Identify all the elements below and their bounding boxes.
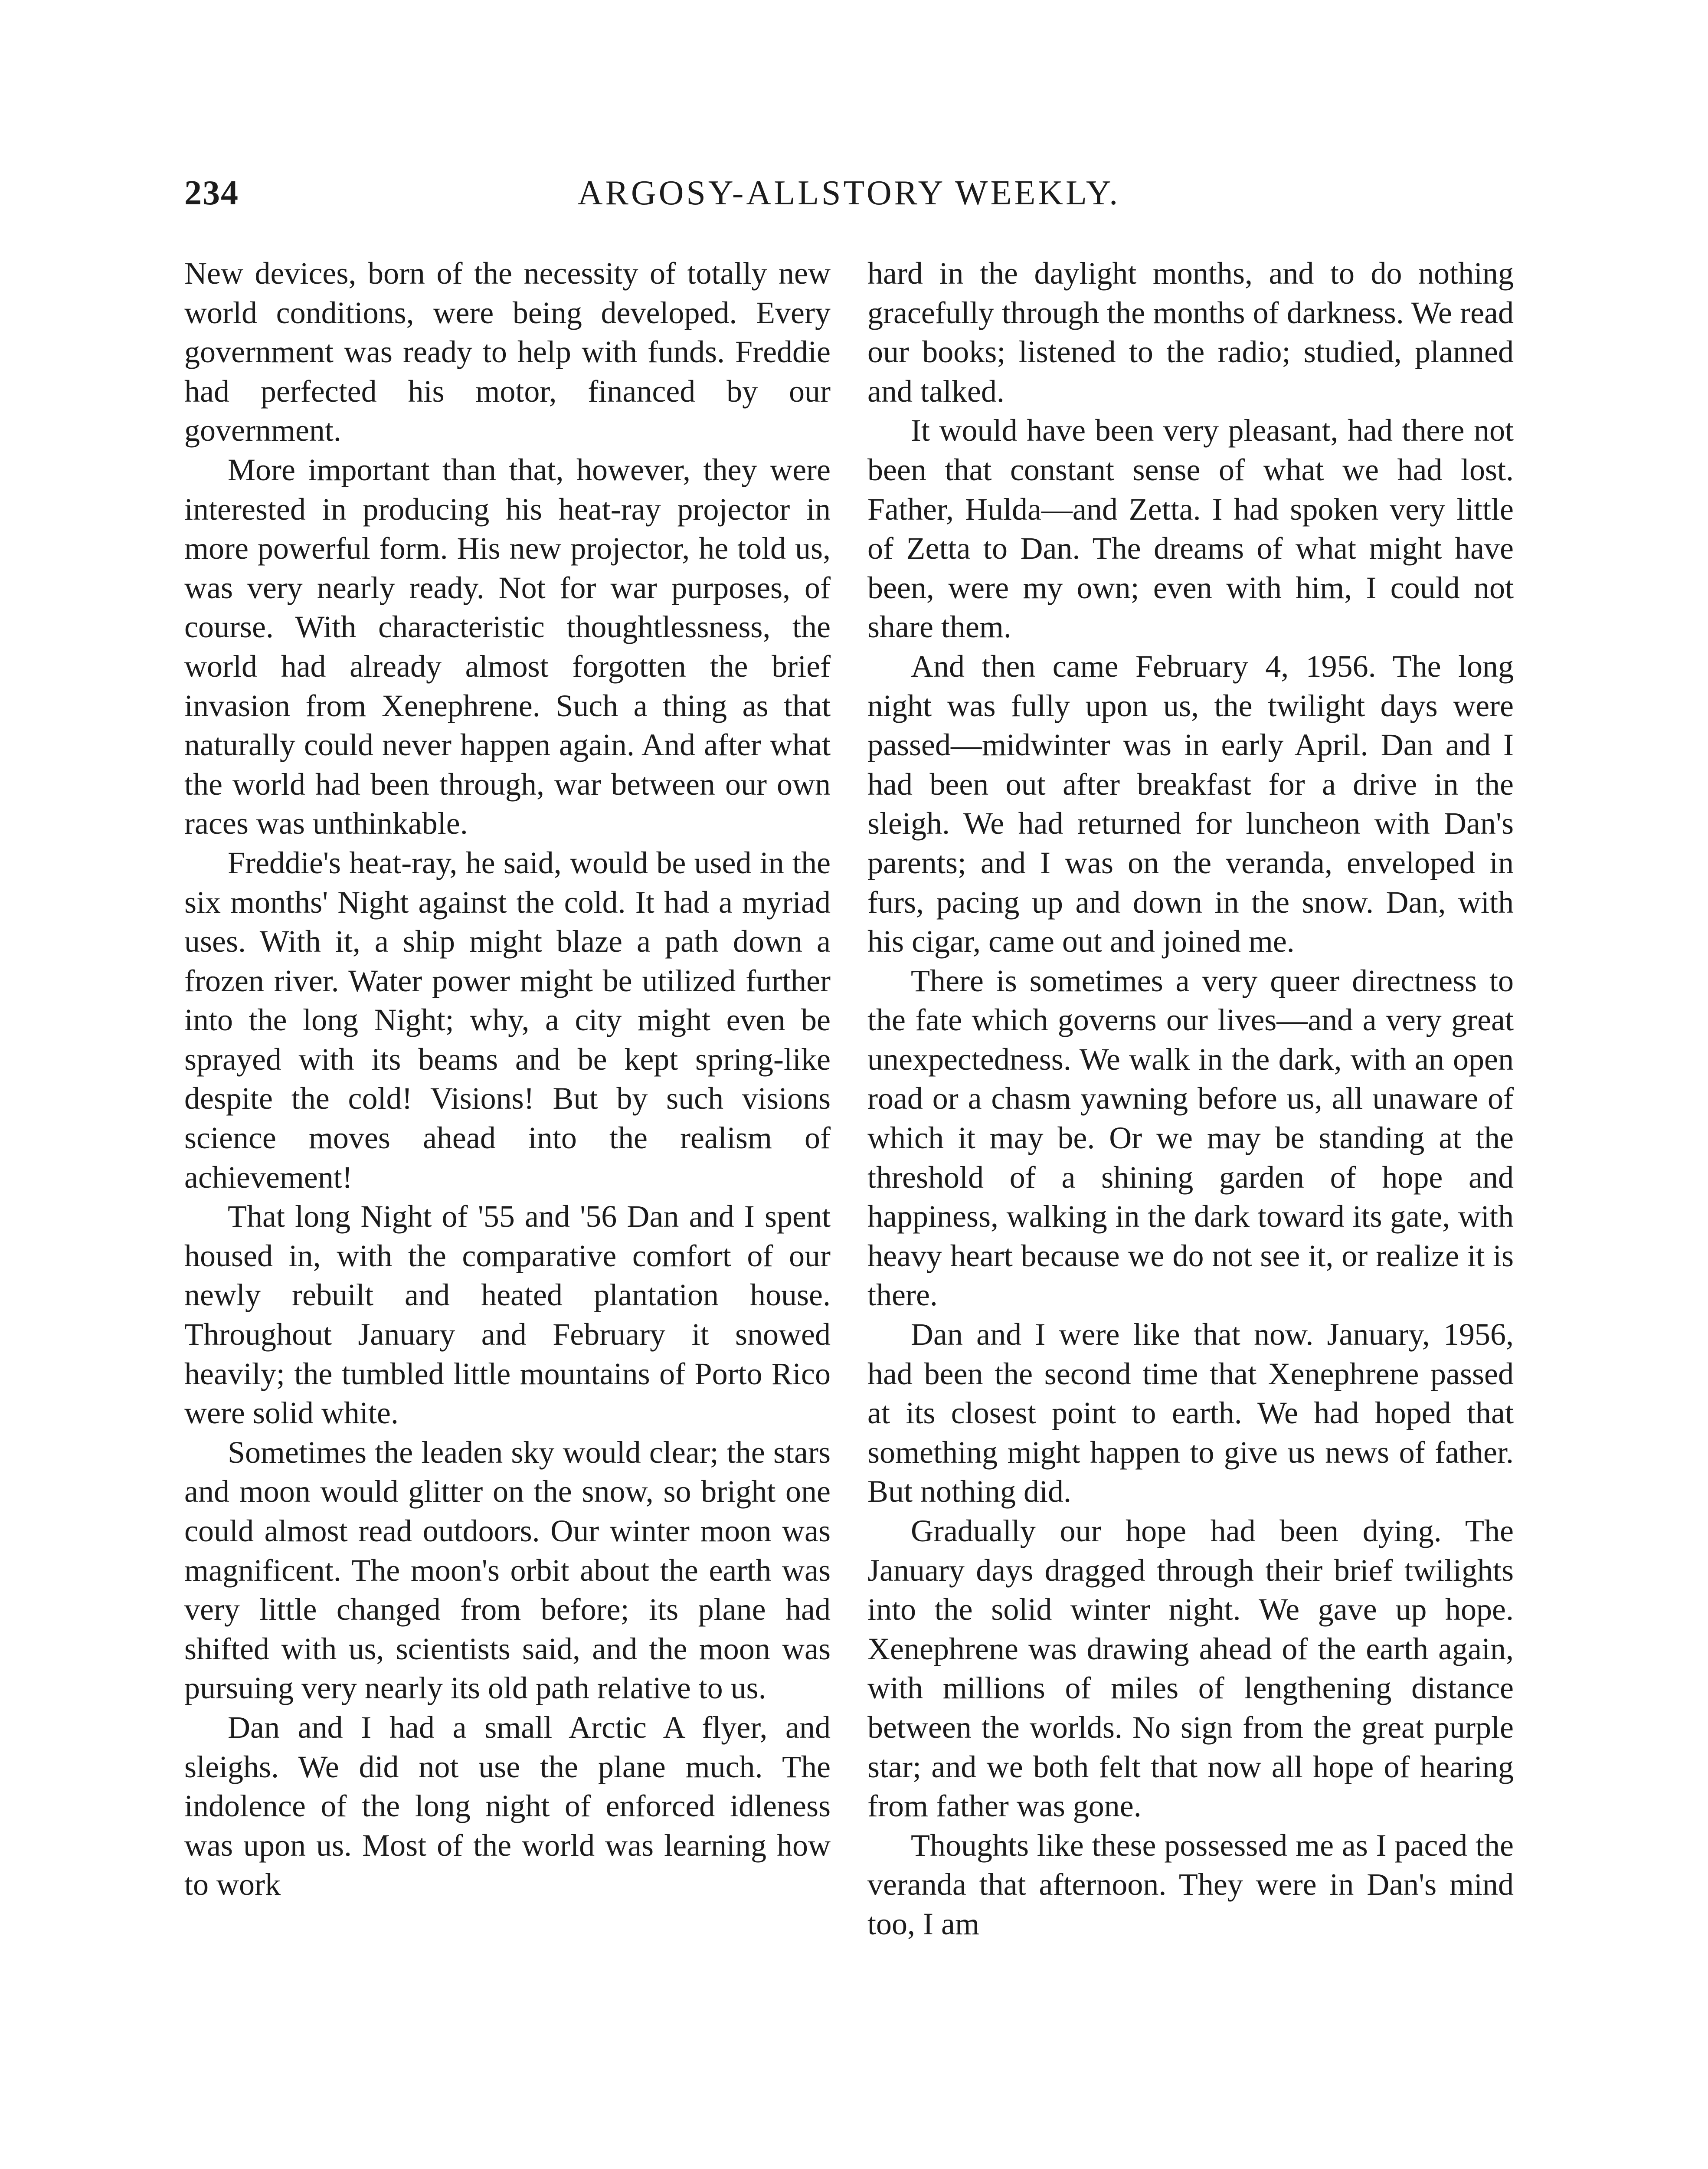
right-column <box>867 254 1514 1944</box>
paragraph: It would have been very pleasant, had there not been that constant sense of what we had lost. Father, Hulda—and Zetta. I had spoken very little of Zetta to Dan. The dreams of what might have been, were my own; even with him, I could not share them. <box>867 413 1514 645</box>
left-column <box>184 254 831 1904</box>
paragraph: Dan and I were like that now. January, 1956, had been the second time that Xenephrene passed at its closest point to earth. We had hoped that something might happen to give us news of father. But nothing did. <box>867 1317 1514 1509</box>
paragraph: There is sometimes a very queer directness to the fate which governs our lives—and a very great unexpectedness. We walk in the dark, with an open road or a chasm yawning before us, all unaware of which it may be. Or we may be standing at the threshold of a shining garden of hope and happiness, walking in the dark toward its gate, with heavy heart because we do not see it, or realize it is there. <box>867 963 1514 1313</box>
paragraph: Thoughts like these possessed me as I paced the veranda that afternoon. They were in Dan's mind too, I am <box>867 1828 1514 1941</box>
paragraph: More important than that, however, they were interested in producing his heat-ray projector in more powerful form. His new projector, he told us, was very nearly ready. Not for war purposes, of course. With characteristic thoughtlessness, the world had already almost forgotten the brief invasion from Xenephrene. Such a thing as that naturally could never happen again. And after what the world had been through, war between our own races was unthinkable. <box>184 452 831 841</box>
running-head: ARGOSY-ALLSTORY WEEKLY. <box>577 174 1121 212</box>
paragraph: Gradually our hope had been dying. The January days dragged through their brief twilights into the solid winter night. We gave up hope. Xenephrene was drawing ahead of the earth again, with millions of miles of lengthening distance between the worlds. No sign from the great purple star; and we both felt that now all hope of hearing from father was gone. <box>867 1514 1514 1824</box>
paragraph: hard in the daylight months, and to do nothing gracefully through the months of darkness. We read our books; listened to the radio; studied, planned and talked. <box>867 256 1514 409</box>
paragraph: New devices, born of the necessity of totally new world conditions, were being developed. Every government was ready to help with funds. Freddie had perfected his motor, financed by our government. <box>184 256 831 448</box>
paragraph: Dan and I had a small Arctic A flyer, and sleighs. We did not use the plane much. The indolence of the long night of enforced idleness was upon us. Most of the world was learning how to work <box>184 1710 831 1902</box>
paragraph: That long Night of '55 and '56 Dan and I spent housed in, with the comparative comfort of our newly rebuilt and heated plantation house. Throughout January and February it snowed heavily; the tumbled little mountains of Porto Rico were solid white. <box>184 1199 831 1431</box>
paragraph: Sometimes the leaden sky would clear; the stars and moon would glitter on the snow, so bright one could almost read outdoors. Our winter moon was magnificent. The moon's orbit about the earth was very little changed from before; its plane had shifted with us, scientists said, and the moon was pursuing very nearly its old path relative to us. <box>184 1435 831 1706</box>
page-header <box>184 171 1514 228</box>
paragraph: Freddie's heat-ray, he said, would be used in the six months' Night against the cold. It had a myriad uses. With it, a ship might blaze a path down a frozen river. Water power might be utilized further into the long Night; why, a city might even be sprayed with its beams and be kept spring-like despite the cold! Visions! But by such visions science moves ahead into the realism of achievement! <box>184 845 831 1195</box>
page-number: 234 <box>184 174 239 212</box>
paragraph: And then came February 4, 1956. The long night was fully upon us, the twilight days were passed—midwinter was in early April. Dan and I had been out after breakfast for a drive in the sleigh. We had returned for luncheon with Dan's parents; and I was on the veranda, enveloped in furs, pacing up and down in the snow. Dan, with his cigar, came out and joined me. <box>867 649 1514 959</box>
